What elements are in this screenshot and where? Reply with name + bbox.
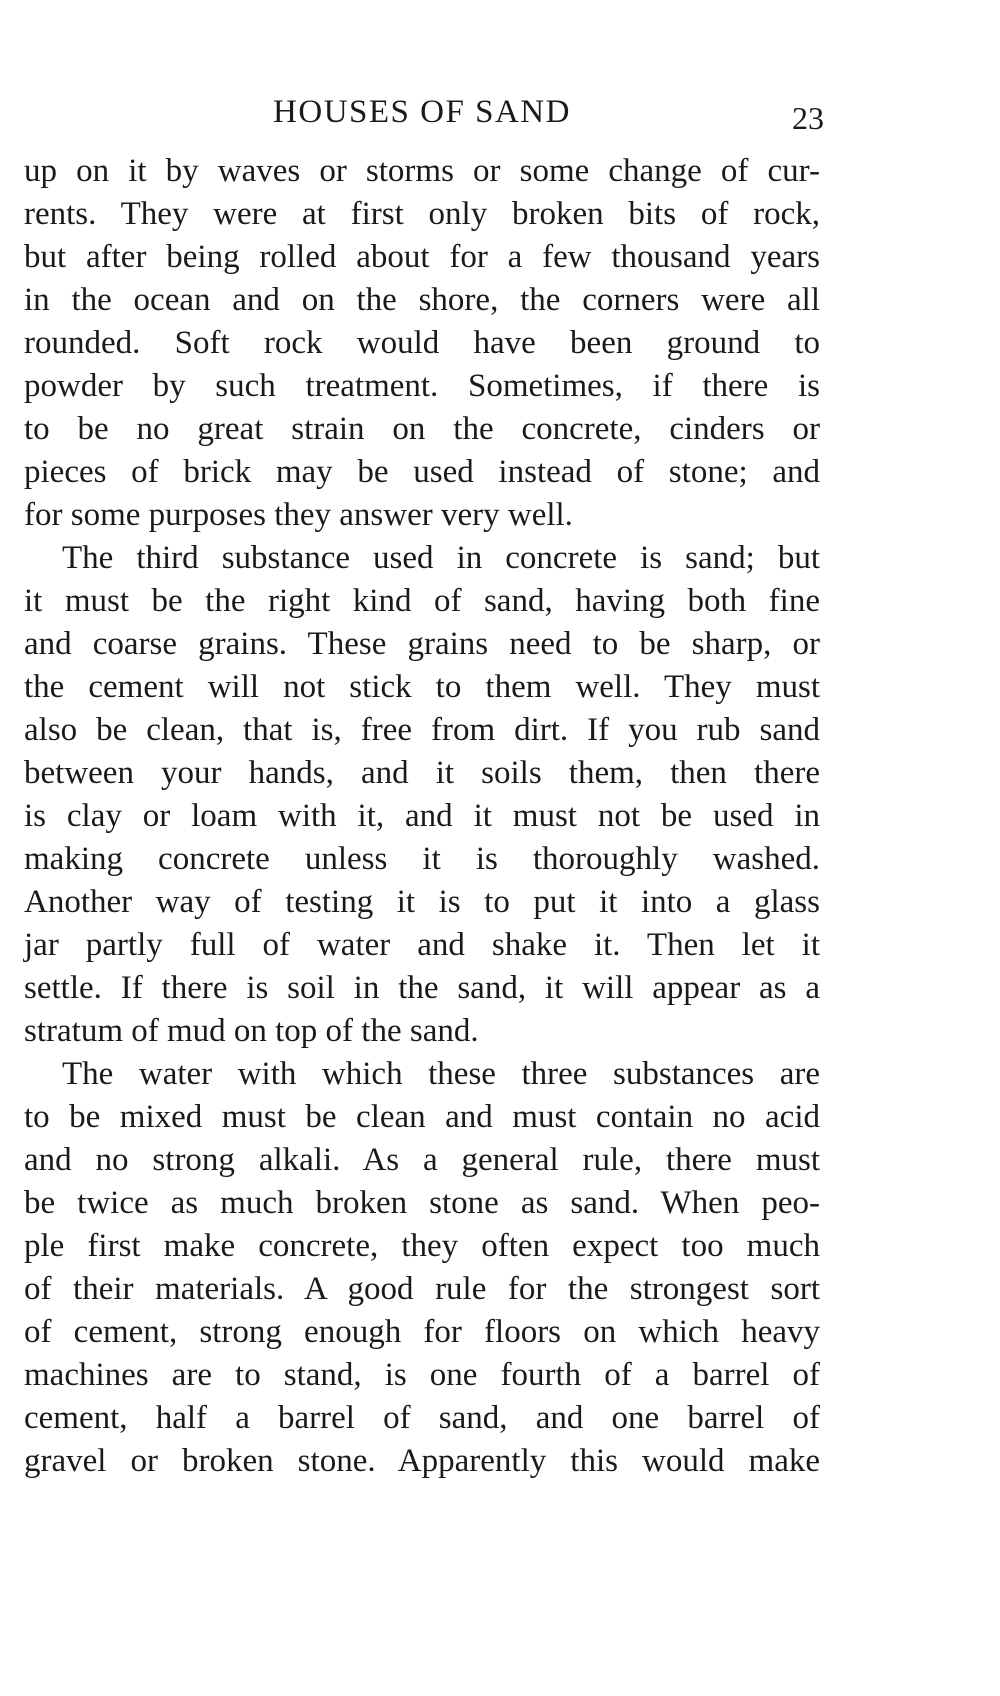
text-line: to be no great strain on the concrete, cinders or [24, 411, 820, 447]
text-line: up on it by waves or storms or some change of cur- [24, 153, 820, 189]
paragraph-1 [24, 150, 820, 537]
text-line: pieces of brick may be used instead of stone; and [24, 454, 820, 490]
text-line: cement, half a barrel of sand, and one barrel of [24, 1400, 820, 1436]
text-line: making concrete unless it is thoroughly washed. [24, 841, 820, 877]
body-text [24, 150, 820, 1483]
text-line: the cement will not stick to them well. They must [24, 669, 820, 705]
paragraph-3 [24, 1053, 820, 1483]
text-line: machines are to stand, is one fourth of a barrel of [24, 1357, 820, 1393]
text-line: between your hands, and it soils them, then there [24, 755, 820, 791]
text-line: and coarse grains. These grains need to be sharp, or [24, 626, 820, 662]
text-line: jar partly full of water and shake it. Then let it [24, 927, 820, 963]
text-line: ple first make concrete, they often expect too much [24, 1228, 820, 1264]
text-line: powder by such treatment. Sometimes, if there is [24, 368, 820, 404]
running-title: HOUSES OF SAND [273, 94, 571, 130]
page-number: 23 [792, 100, 824, 136]
text-line: and no strong alkali. As a general rule, there must [24, 1142, 820, 1178]
text-line: The water with which these three substances are [62, 1056, 820, 1092]
text-line: rents. They were at first only broken bits of rock, [24, 196, 820, 232]
text-line: also be clean, that is, free from dirt. If you rub sand [24, 712, 820, 748]
text-line: be twice as much broken stone as sand. When peo- [24, 1185, 820, 1221]
text-line: The third substance used in concrete is sand; but [62, 540, 820, 576]
text-line: to be mixed must be clean and must contain no acid [24, 1099, 820, 1135]
text-line: gravel or broken stone. Apparently this would make [24, 1443, 820, 1479]
text-line: in the ocean and on the shore, the corners were all [24, 282, 820, 318]
text-line: but after being rolled about for a few thousand years [24, 239, 820, 275]
text-line: settle. If there is soil in the sand, it will appear as a [24, 970, 820, 1006]
running-head [24, 92, 824, 136]
text-line: Another way of testing it is to put it into a glass [24, 884, 820, 920]
paragraph-2 [24, 537, 820, 1053]
text-line: of their materials. A good rule for the strongest sort [24, 1271, 820, 1307]
text-line: of cement, strong enough for floors on which heavy [24, 1314, 820, 1350]
text-line: it must be the right kind of sand, having both fine [24, 583, 820, 619]
text-line: stratum of mud on top of the sand. [24, 1013, 479, 1049]
text-line: for some purposes they answer very well. [24, 497, 573, 533]
text-line: is clay or loam with it, and it must not be used in [24, 798, 820, 834]
text-line: rounded. Soft rock would have been ground to [24, 325, 820, 361]
